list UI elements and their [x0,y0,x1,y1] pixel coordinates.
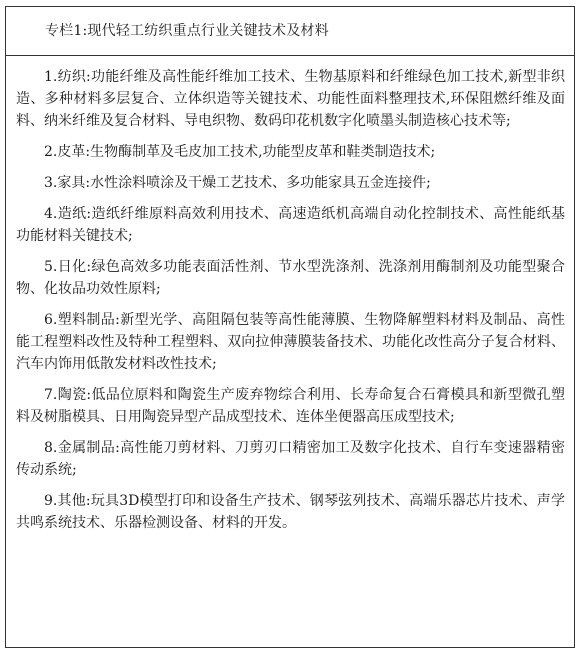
item-papermaking: 4.造纸:造纸纤维原料高效利用技术、高速造纸机高端自动化控制技术、高性能纸基功能材料关键技术; [16,206,565,244]
item-plastic-products: 6.塑料制品:新型光学、高阻隔包装等高性能薄膜、生物降解塑料材料及制品、高性能工程塑料改性及特种工程塑料、双向拉伸薄膜装备技术、功能化改性高分子复合材料、汽车内饰用低散发材料改性技术; [16,312,565,372]
item-others: 9.其他:玩具3D模型打印和设备生产技术、钢琴弦列技术、高端乐器芯片技术、声学共鸣系统技术、乐器检测设备、材料的开发。 [16,493,565,531]
item-ceramics: 7.陶瓷:低品位原料和陶瓷生产废弃物综合利用、长寿命复合石膏模具和新型微孔塑料及树脂模具、日用陶瓷异型产品成型技术、连体坐便器高压成型技术; [16,387,565,425]
item-leather: 2.皮革:生物酶制革及毛皮加工技术,功能型皮革和鞋类制造技术; [44,144,436,160]
item-daily-chemicals: 5.日化:绿色高效多功能表面活性剂、节水型洗涤剂、洗涤剂用酶制剂及功能型聚合物、化妆品功效性原料; [16,259,565,297]
column-box [5,6,575,648]
column-content [6,56,574,534]
item-textile: 1.纺织:功能纤维及高性能纤维加工技术、生物基原料和纤维绿色加工技术,新型非织造、多种材料多层复合、立体织造等关键技术、功能性面料整理技术,环保阻燃纤维及面料、纳米纤维及复合材料、导电织物、数码印花机数字化喷墨头制造核心技术等; [16,69,565,129]
item-metal-products: 8.金属制品:高性能刀剪材料、刀剪刃口精密加工及数字化技术、自行车变速器精密传动系统; [16,440,565,478]
item-furniture: 3.家具:水性涂料喷涂及干燥工艺技术、多功能家具五金连接件; [44,175,431,191]
column-title: 专栏1:现代轻工纺织重点行业关键技术及材料 [6,7,574,56]
